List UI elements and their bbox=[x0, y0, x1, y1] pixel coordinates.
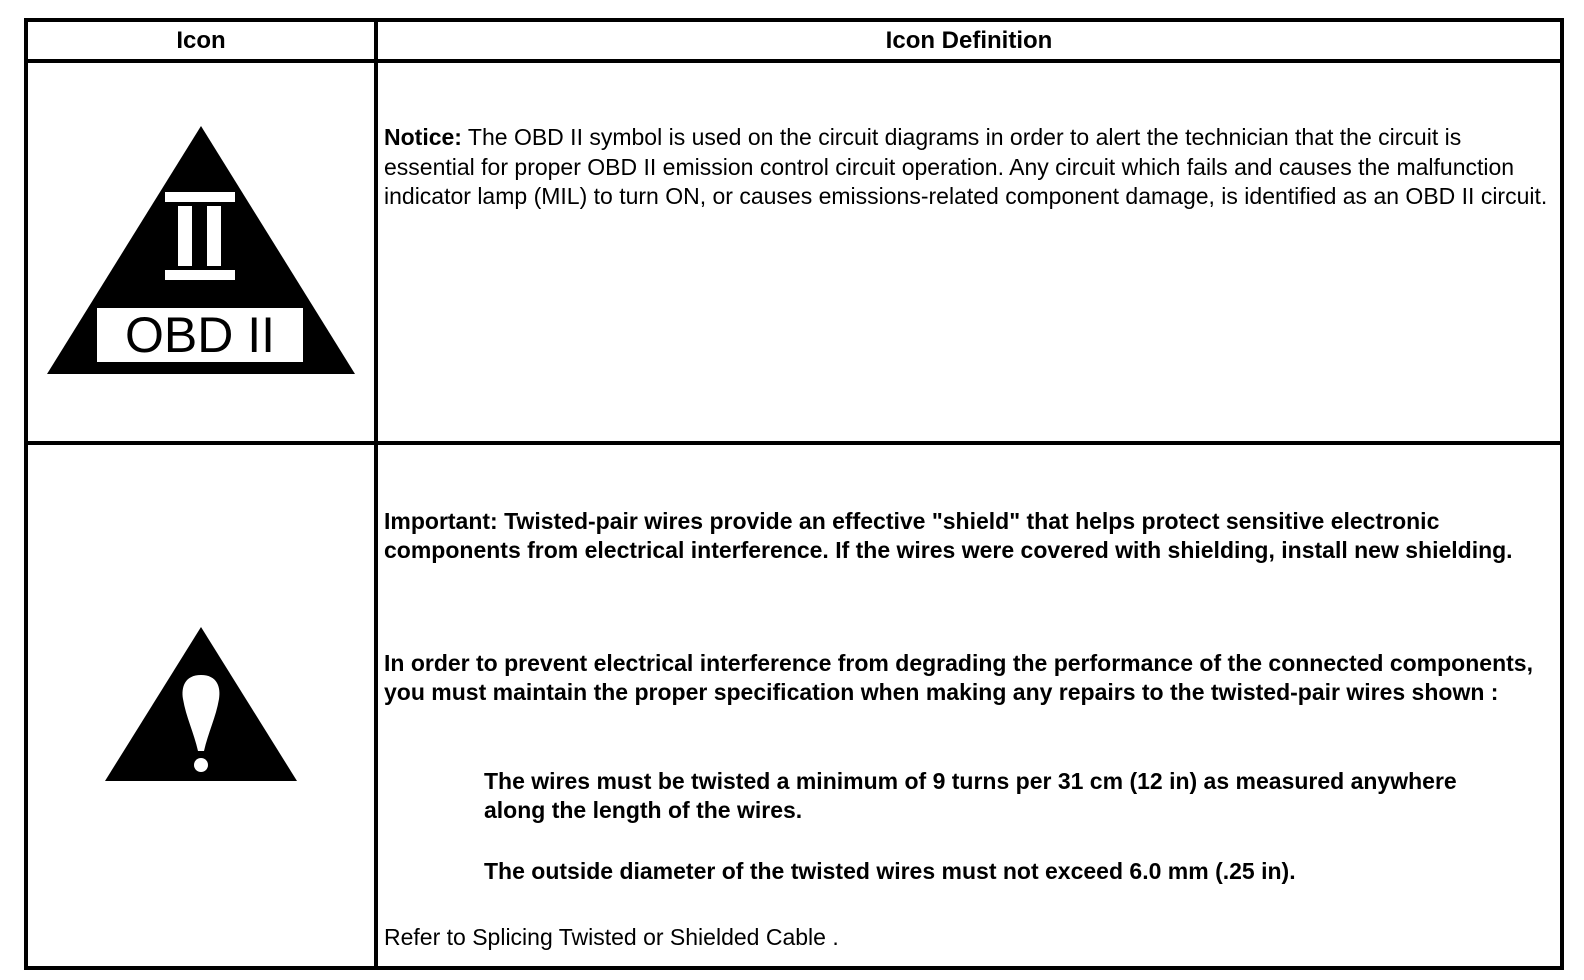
icon-cell bbox=[26, 443, 376, 968]
important-paragraph: Important: Twisted-pair wires provide an effective "shield" that helps protect sensitive electronic components from electrical interference. If the wires were covered with shielding, install new shielding. bbox=[384, 507, 1513, 564]
obd-ii-warning-icon bbox=[41, 122, 361, 382]
header-icon: Icon bbox=[26, 20, 376, 61]
notice-paragraph bbox=[378, 63, 1560, 212]
definition-cell bbox=[376, 443, 1562, 968]
notice-text: The OBD II symbol is used on the circuit diagrams in order to alert the technician that the circuit is essential for proper OBD II emission control circuit operation. Any circuit which fails and causes the malfunction indicator lamp (MIL) to turn ON, or causes emissions-related component damage, is identified as an OBD II circuit. bbox=[384, 124, 1548, 210]
definition-cell bbox=[376, 61, 1562, 443]
table-row bbox=[26, 61, 1562, 443]
repair-instruction-paragraph: In order to prevent electrical interference from degrading the performance of the connected components, you must maintain the proper specification when making any repairs to the twisted-pair wires shown : bbox=[384, 649, 1533, 706]
refer-link-text[interactable]: Refer to Splicing Twisted or Shielded Cable . bbox=[384, 923, 839, 950]
header-icon-definition: Icon Definition bbox=[376, 20, 1562, 61]
icon-cell bbox=[26, 61, 376, 443]
diameter-spec-paragraph: The outside diameter of the twisted wires must not exceed 6.0 mm (.25 in). bbox=[484, 857, 1296, 884]
notice-label: Notice: bbox=[384, 124, 462, 151]
obd-ii-label: OBD II bbox=[124, 306, 276, 363]
exclamation-warning-icon bbox=[101, 625, 301, 785]
table-row bbox=[26, 443, 1562, 968]
icon-definition-table bbox=[24, 18, 1564, 970]
twist-spec-paragraph: The wires must be twisted a minimum of 9 turns per 31 cm (12 in) as measured anywhere along the length of the wires. bbox=[484, 767, 1457, 824]
